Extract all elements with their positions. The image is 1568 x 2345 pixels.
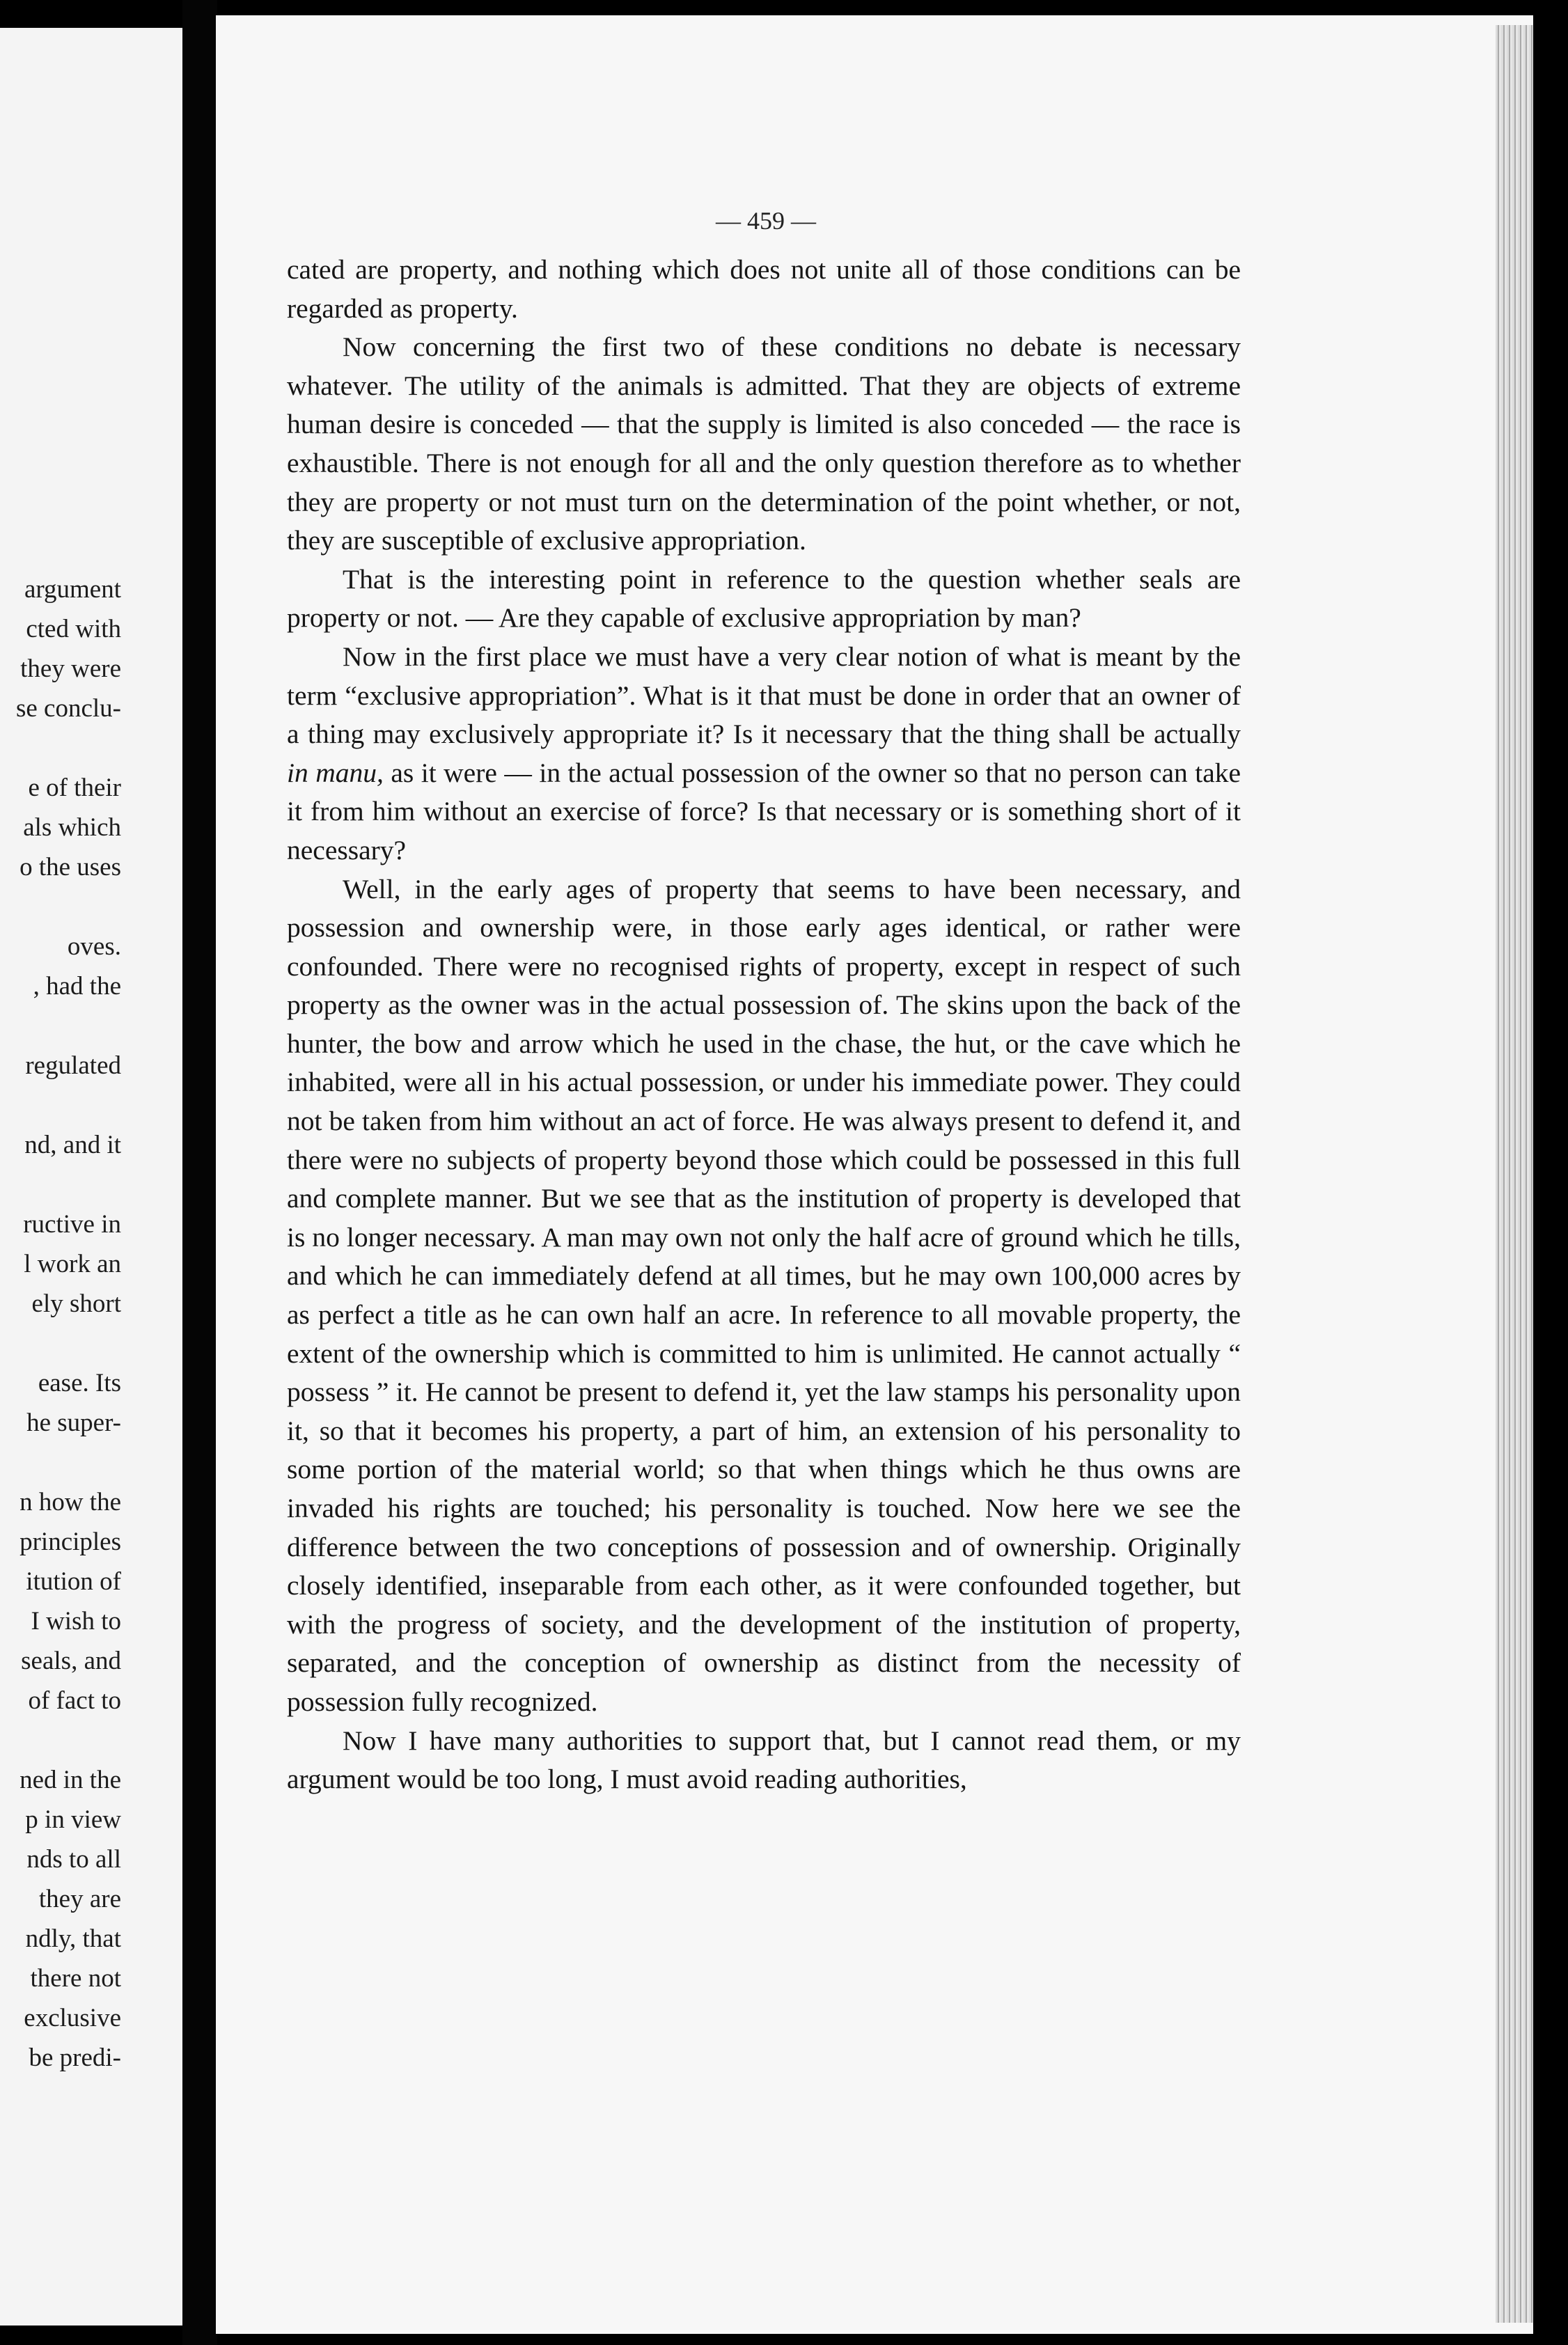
book-gutter: [182, 0, 217, 2345]
left-page-line: ease. Its: [38, 1369, 121, 1397]
left-page-line: argument: [24, 575, 121, 604]
left-page-line: ndly, that: [25, 1924, 121, 1953]
paragraph-6: Now I have many authorities to support that, but I cannot read them, or my argument would be too long, I must avoid reading authorities,: [287, 1725, 1241, 1795]
left-page-line: there not: [30, 1964, 121, 1993]
body-text: [287, 251, 1241, 1799]
paragraph-3: That is the interesting point in reference to the question whether seals are property or not. — Are they capable of exclusive appropriation by man?: [287, 563, 1241, 634]
paragraph-1: cated are property, and nothing which does not unite all of those conditions can be regarded as property.: [287, 254, 1241, 324]
left-page-line: , had the: [33, 972, 121, 1001]
left-page-line: I wish to: [31, 1607, 121, 1636]
left-page-line: ructive in: [23, 1210, 121, 1239]
left-page-line: ely short: [31, 1289, 121, 1318]
page-number: — 459 —: [716, 207, 816, 235]
left-page-line: nd, and it: [24, 1131, 121, 1159]
left-page-line: he super-: [26, 1409, 121, 1437]
left-page-line: regulated: [25, 1051, 121, 1080]
left-page-line: exclusive: [24, 2004, 121, 2032]
paragraph-4: [287, 638, 1241, 870]
left-page-line: p in view: [25, 1805, 121, 1834]
left-page-line: of fact to: [28, 1686, 121, 1715]
left-page-line: they were: [20, 654, 121, 683]
left-page: [0, 28, 182, 2326]
page-edge-stack: [1496, 25, 1533, 2323]
paragraph-4-part-1: Now in the first place we must have a very clear notion of what is meant by the term “exclusive appropriation”. What is it that must be done in order that an owner of a thing may exclusively appropriate it? Is it necessary that the thing shall be actually: [287, 641, 1241, 750]
left-page-line: seals, and: [21, 1647, 121, 1675]
left-page-line: ned in the: [19, 1766, 121, 1794]
left-page-line: l work an: [24, 1250, 121, 1278]
paragraph-5: Well, in the early ages of property that seems to have been necessary, and possession and ownership were, in those early ages identical, or rather were confounded. There were no recognised rights of property, except in respect of such property as the owner was in the actual possession of. The skins upon the back of the hunter, the bow and arrow which he used in the chase, the hut, or the cave which he inhabited, were all in his actual possession, or under his immediate power. They could not be taken from him without an act of force. He was always present to defend it, and there were no subjects of property beyond those which could be possessed in this full and complete manner. But we see that as the institution of property is developed that is no longer necessary. A man may own not only the half acre of ground which he tills, and which he can immediately defend at all times, but he may own 100,000 acres by as perfect a title as he can own half an acre. In reference to all movable property, the extent of the ownership which is committed to him is unlimited. He cannot actually “ possess ” it. He cannot be present to defend it, yet the law stamps his personality upon it, so that it becomes his property, a part of him, an extension of his personality to some portion of the material world; so that when things which he thus owns are invaded his rights are touched; his personality is touched. Now here we see the difference between the two conceptions of possession and of ownership. Originally closely identified, inseparable from each other, as it were confounded together, but with the progress of society, and the development of the institution of property, separated, and the conception of ownership as distinct from the necessity of possession fully recognized.: [287, 873, 1241, 1717]
left-page-line: principles: [19, 1528, 121, 1556]
left-page-line: be predi-: [29, 2044, 121, 2072]
left-page-line: they are: [38, 1885, 121, 1913]
paragraph-2: Now concerning the first two of these conditions no debate is necessary whatever. The utility of the animals is admitted. That they are objects of extreme human desire is conceded — that the supply is limited is also conceded — the race is exhaustible. There is not enough for all and the only question therefore as to whether they are property or not must turn on the determination of the point whether, or not, they are susceptible of exclusive appropriation.: [287, 331, 1241, 556]
left-page-line: n how the: [19, 1488, 121, 1516]
left-page-line: se conclu-: [15, 694, 121, 723]
left-page-line: als which: [23, 813, 121, 842]
latin-phrase: in manu,: [287, 757, 384, 788]
left-page-line: cted with: [26, 615, 121, 643]
left-page-line: o the uses: [19, 853, 121, 881]
left-page-line: nds to all: [26, 1845, 121, 1874]
left-page-line: itution of: [26, 1567, 121, 1596]
paragraph-4-part-2: as it were — in the actual possession of the owner so that no person can take it from him without an exercise of force? Is that necessary or is something short of it necessary?: [287, 757, 1241, 865]
left-page-line: oves.: [67, 932, 121, 961]
left-page-line: e of their: [28, 774, 121, 802]
